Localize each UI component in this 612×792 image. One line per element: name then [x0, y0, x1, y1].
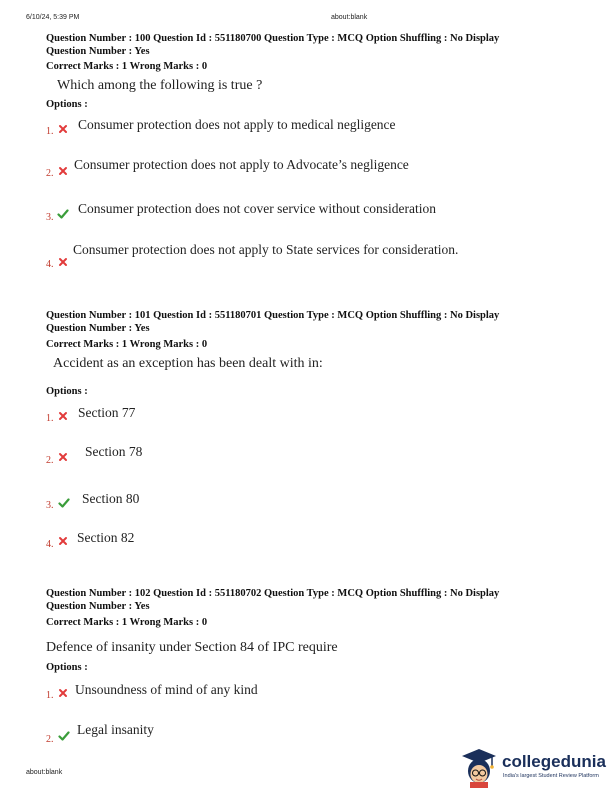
option-number: 1. — [46, 690, 54, 701]
option-number: 4. — [46, 539, 54, 550]
options-label: Options : — [46, 386, 88, 397]
mascot-icon — [458, 744, 500, 788]
option-number: 3. — [46, 500, 54, 511]
wrong-icon — [58, 452, 68, 462]
footer-url: about:blank — [26, 769, 63, 776]
option-text: Consumer protection does not apply to Advocate’s negligence — [74, 157, 409, 172]
options-label: Options : — [46, 662, 88, 673]
correct-icon — [57, 209, 69, 219]
correct-icon — [58, 498, 70, 508]
question-meta-line1: Question Number : 100 Question Id : 551180700 Question Type : MCQ Option Shuffling : No Display — [46, 33, 500, 44]
wrong-icon — [58, 124, 68, 134]
wrong-icon — [58, 257, 68, 267]
option-number: 2. — [46, 455, 54, 466]
header-datetime: 6/10/24, 5:39 PM — [26, 14, 80, 21]
question-text: Defence of insanity under Section 84 of IPC require — [46, 640, 338, 655]
option-text: Section 80 — [82, 491, 140, 506]
option-number: 2. — [46, 734, 54, 745]
question-text: Which among the following is true ? — [57, 78, 263, 93]
question-text: Accident as an exception has been dealt with in: — [53, 356, 323, 371]
wrong-icon — [58, 536, 68, 546]
wrong-icon — [58, 688, 68, 698]
option-number: 1. — [46, 413, 54, 424]
question-meta-line2: Question Number : Yes — [46, 46, 150, 57]
option-text: Consumer protection does not cover service without consideration — [78, 201, 437, 216]
header-url: about:blank — [331, 14, 368, 21]
question-marks: Correct Marks : 1 Wrong Marks : 0 — [46, 61, 208, 72]
option-text: Section 78 — [85, 444, 143, 459]
logo-name: collegedunia — [502, 752, 606, 771]
question-meta-line1: Question Number : 102 Question Id : 551180702 Question Type : MCQ Option Shuffling : No Display — [46, 588, 500, 599]
question-marks: Correct Marks : 1 Wrong Marks : 0 — [46, 339, 208, 350]
question-meta-line1: Question Number : 101 Question Id : 551180701 Question Type : MCQ Option Shuffling : No Display — [46, 310, 500, 321]
question-meta-line2: Question Number : Yes — [46, 601, 150, 612]
option-number: 4. — [46, 259, 54, 270]
logo-tagline: India's largest Student Review Platform — [503, 773, 599, 779]
option-number: 3. — [46, 212, 54, 223]
option-number: 2. — [46, 168, 54, 179]
wrong-icon — [58, 166, 68, 176]
option-text: Legal insanity — [77, 722, 154, 737]
question-marks: Correct Marks : 1 Wrong Marks : 0 — [46, 617, 208, 628]
wrong-icon — [58, 411, 68, 421]
question-meta-line2: Question Number : Yes — [46, 323, 150, 334]
option-text: Consumer protection does not apply to medical negligence — [78, 117, 396, 132]
options-label: Options : — [46, 99, 88, 110]
correct-icon — [58, 731, 70, 741]
option-text: Section 77 — [78, 405, 136, 420]
option-number: 1. — [46, 126, 54, 137]
option-text: Section 82 — [77, 530, 135, 545]
option-text: Unsoundness of mind of any kind — [75, 682, 258, 697]
option-text: Consumer protection does not apply to State services for consideration. — [73, 242, 459, 257]
